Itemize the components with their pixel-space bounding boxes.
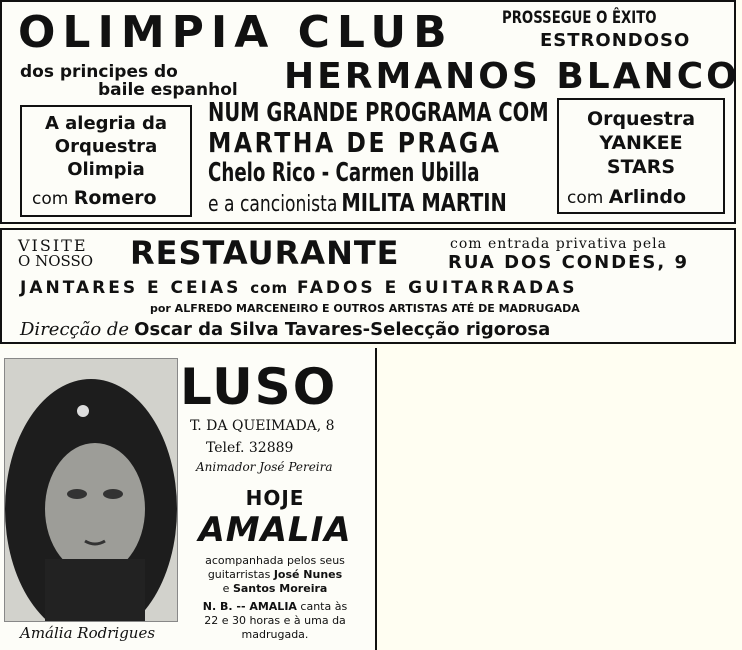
dos-principes-text: dos principes do (20, 62, 178, 82)
center-line4 (208, 188, 507, 217)
left-box-romero: Romero (73, 187, 157, 209)
nb-line1 (180, 600, 370, 613)
restaurante-title: RESTAURANTE (130, 234, 400, 272)
amalia-photo (4, 358, 178, 622)
visite-text: VISITE (18, 236, 88, 255)
hermanos-blanco: HERMANOS BLANCO (284, 56, 740, 97)
direccao-line (20, 319, 550, 340)
luso-title: LUSO (180, 358, 338, 416)
left-box-line2: Orquestra (54, 136, 158, 157)
acomp-line2 (180, 568, 370, 581)
right-box-com: com (567, 188, 604, 208)
jantares-line (20, 278, 577, 298)
acomp-santos-moreira: Santos Moreira (232, 582, 328, 595)
center-line3: Chelo Rico - Carmen Ubilla (208, 158, 480, 188)
right-box-line1: Orquestra (586, 108, 696, 130)
prossegue-text: PROSSEGUE O ÊXITO (502, 8, 657, 28)
por-marceneiro-text: por ALFREDO MARCENEIRO E OUTROS ARTISTAS ATÉ DE MADRUGADA (150, 302, 580, 315)
right-box-yankee-stars (557, 98, 725, 214)
olimpia-title: OLIMPIA CLUB (18, 7, 454, 58)
jantares-com-text: com (250, 279, 289, 297)
left-box-orquestra-olimpia (20, 105, 192, 217)
center-line2: MARTHA DE PRAGA (208, 126, 502, 159)
acomp-e: e (222, 582, 230, 595)
amalia-portrait-image (5, 359, 177, 621)
left-box-line4 (32, 187, 157, 209)
right-box-line3: STARS (606, 156, 676, 178)
nb-line2: 22 e 30 horas e à uma da (204, 614, 346, 627)
luso-animador: Animador José Pereira (196, 460, 333, 474)
direccao-label: Direcção de (20, 319, 130, 340)
cancionista-text: e a cancionista (208, 192, 338, 217)
direccao-name: Oscar da Silva Tavares-Selecção rigorosa (134, 319, 551, 340)
milita-martin-text: MILITA MARTIN (341, 188, 507, 217)
luso-address: T. DA QUEIMADA, 8 (190, 418, 335, 434)
luso-telef: Telef. 32889 (206, 440, 294, 456)
acomp-guitarristas: guitarristas (207, 568, 271, 581)
left-box-line1: A alegria da (44, 113, 168, 134)
luso-amalia: AMALIA (198, 510, 352, 550)
luso-ad (0, 348, 377, 650)
entrada-text: com entrada privativa pela (450, 236, 667, 252)
estrondoso-text: ESTRONDOSO (540, 30, 691, 51)
nb-canta: canta às (300, 600, 348, 613)
restaurante-ad (0, 228, 736, 344)
acomp-line3 (180, 582, 370, 595)
center-line1: NUM GRANDE PROGRAMA COM (208, 98, 549, 128)
acomp-line1: acompanhada pelos seus (205, 554, 345, 567)
luso-hoje: HOJE (245, 486, 305, 510)
nb-line3: madrugada. (241, 628, 309, 641)
left-box-com: com (32, 189, 69, 209)
right-box-line2: YANKEE (599, 132, 683, 154)
o-nosso-text: O NOSSO (18, 252, 94, 270)
nb-amalia-label: N. B. -- AMALIA (202, 600, 297, 613)
rua-dos-condes-text: RUA DOS CONDES, 9 (448, 252, 689, 273)
baile-espanhol-text: baile espanhol (98, 80, 238, 100)
acomp-jose-nunes: José Nunes (273, 568, 343, 581)
left-box-line3: Olimpia (67, 159, 145, 180)
fados-text: FADOS E GUITARRADAS (297, 278, 578, 298)
olimpia-club-ad (0, 0, 740, 224)
right-box-arlindo: Arlindo (608, 186, 686, 208)
amalia-caption: Amália Rodrigues (20, 624, 156, 642)
jantares-text: JANTARES E CEIAS (20, 278, 242, 298)
right-box-line4 (567, 186, 686, 208)
